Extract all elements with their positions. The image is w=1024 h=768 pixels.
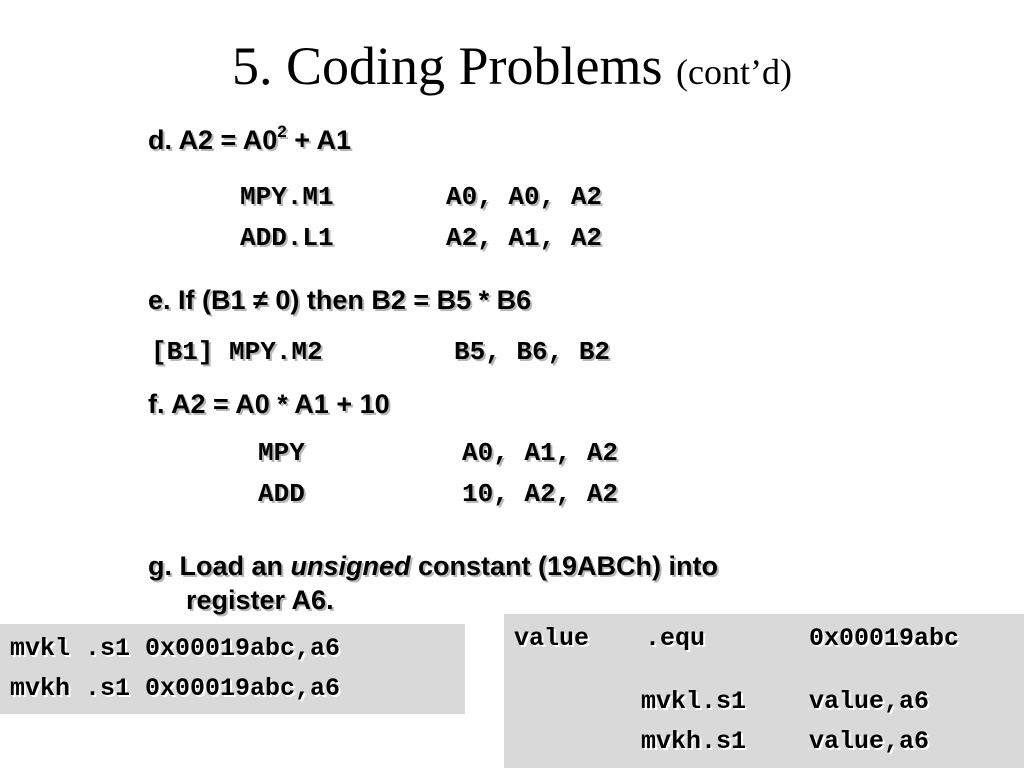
section-f-heading: f. A2 = A0 * A1 + 10 <box>148 389 390 419</box>
slide-title-main: 5. Coding Problems <box>232 36 663 96</box>
section-d-exponent: 2 <box>277 122 287 141</box>
right-box-args-1: value,a6 <box>809 687 930 716</box>
left-box-line-1: mvkl .s1 0x00019abc,a6 <box>10 634 341 663</box>
right-box-op-1: mvkl.s1 <box>641 687 747 716</box>
right-box-equ-directive: .equ <box>645 624 706 653</box>
section-g-heading <box>148 550 718 582</box>
section-f-args-2: 10, A2, A2 <box>462 479 619 509</box>
section-d-heading-rest: + A1 <box>286 125 352 155</box>
section-d-args-2: A2, A1, A2 <box>446 223 603 253</box>
section-f-args-1: A0, A1, A2 <box>462 438 619 468</box>
section-d-heading <box>148 124 351 156</box>
slide-title <box>0 36 1024 102</box>
section-e-args: B5, B6, B2 <box>454 337 611 367</box>
section-f-op-1: MPY <box>258 438 305 468</box>
section-e-heading: e. If (B1 ≠ 0) then B2 = B5 * B6 <box>148 285 532 315</box>
right-box-args-2: value,a6 <box>809 727 930 756</box>
left-box-line-2: mvkh .s1 0x00019abc,a6 <box>10 674 341 703</box>
section-g-heading-line-2: register A6. <box>186 585 334 615</box>
slide-title-suffix: (cont’d) <box>676 52 792 92</box>
right-box-equ-label: value <box>514 624 590 653</box>
section-g-heading-text: g. Load an <box>148 551 291 581</box>
section-d-heading-text: d. A2 = A0 <box>148 125 278 155</box>
right-box-equ-value: 0x00019abc <box>809 624 960 653</box>
section-d-op-2: ADD.L1 <box>240 223 334 253</box>
section-g-heading-rest: constant (19ABCh) into <box>410 551 719 581</box>
section-e-op: [B1] MPY.M2 <box>151 337 323 367</box>
section-f-op-2: ADD <box>258 479 305 509</box>
right-box-op-2: mvkh.s1 <box>641 727 747 756</box>
section-g-emphasis: unsigned <box>290 551 411 581</box>
section-d-op-1: MPY.M1 <box>240 182 334 212</box>
section-d-args-1: A0, A0, A2 <box>446 182 603 212</box>
